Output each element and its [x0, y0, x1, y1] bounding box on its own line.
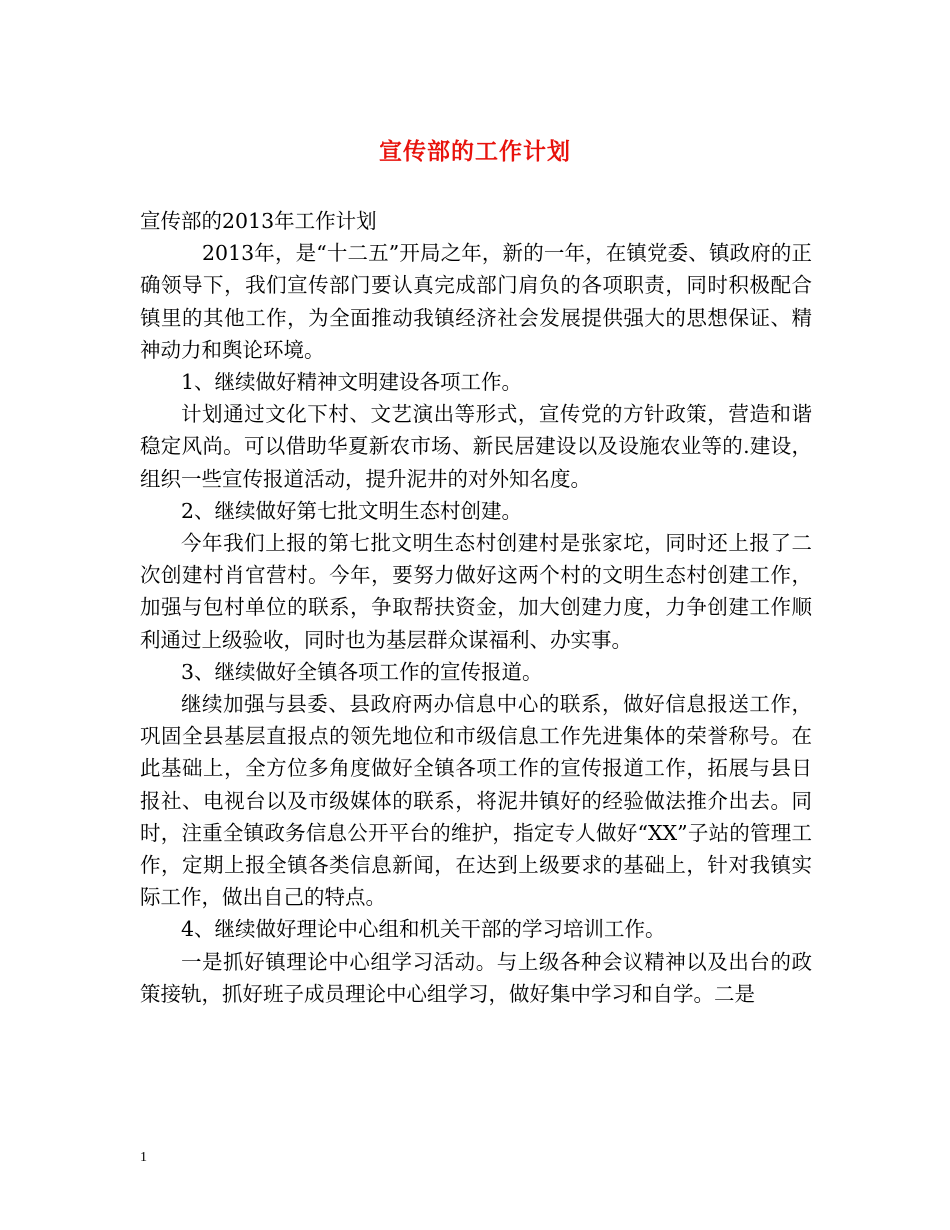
section-heading-1: 1、继续做好精神文明建设各项工作。 [181, 370, 523, 395]
document-body [140, 205, 812, 1010]
section-heading-3: 3、继续做好全镇各项工作的宣传报道。 [181, 659, 543, 684]
page-number: 1 [140, 1150, 147, 1165]
section-heading-2: 2、继续做好第七批文明生态村创建。 [181, 498, 523, 523]
paragraph-section-1: 计划通过文化下村、文艺演出等形式，宣传党的方针政策，营造和谐稳定风尚。可以借助华夏新农市场、新民居建设以及设施农业等的.建设，组织一些宣传报道活动，提升泥井的对外知名度。 [140, 402, 812, 491]
paragraph-section-4: 一是抓好镇理论中心组学习活动。与上级各种会议精神以及出台的政策接轨，抓好班子成员理论中心组学习，做好集中学习和自学。二是 [140, 949, 812, 1006]
paragraph-section-3: 继续加强与县委、县政府两办信息中心的联系，做好信息报送工作，巩固全县基层直报点的领先地位和市级信息工作先进集体的荣誉称号。在此基础上，全方位多角度做好全镇各项工作的宣传报道工作，拓展与县日报社、电视台以及市级媒体的联系，将泥井镇好的经验做法推介出去。同时，注重全镇政务信息公开平台的维护，指定专人做好“XX”子站的管理工作，定期上报全镇各类信息新闻，在达到上级要求的基础上，针对我镇实际工作，做出自己的特点。 [140, 692, 812, 910]
document-subtitle: 宣传部的2013年工作计划 [140, 209, 377, 233]
section-heading-4: 4、继续做好理论中心组和机关干部的学习培训工作。 [181, 917, 666, 942]
document-title: 宣传部的工作计划 [379, 138, 571, 165]
paragraph-intro: 2013年，是“十二五”开局之年，新的一年，在镇党委、镇政府的正确领导下，我们宣传部门要认真完成部门肩负的各项职责，同时积极配合镇里的其他工作，为全面推动我镇经济社会发展提供强大的思想保证、精神动力和舆论环境。 [140, 241, 812, 362]
paragraph-section-2: 今年我们上报的第七批文明生态村创建村是张家坨，同时还上报了二次创建村肖官营村。今年，要努力做好这两个村的文明生态村创建工作，加强与包村单位的联系，争取帮扶资金，加大创建力度，力争创建工作顺利通过上级验收，同时也为基层群众谋福利、办实事。 [140, 531, 812, 652]
